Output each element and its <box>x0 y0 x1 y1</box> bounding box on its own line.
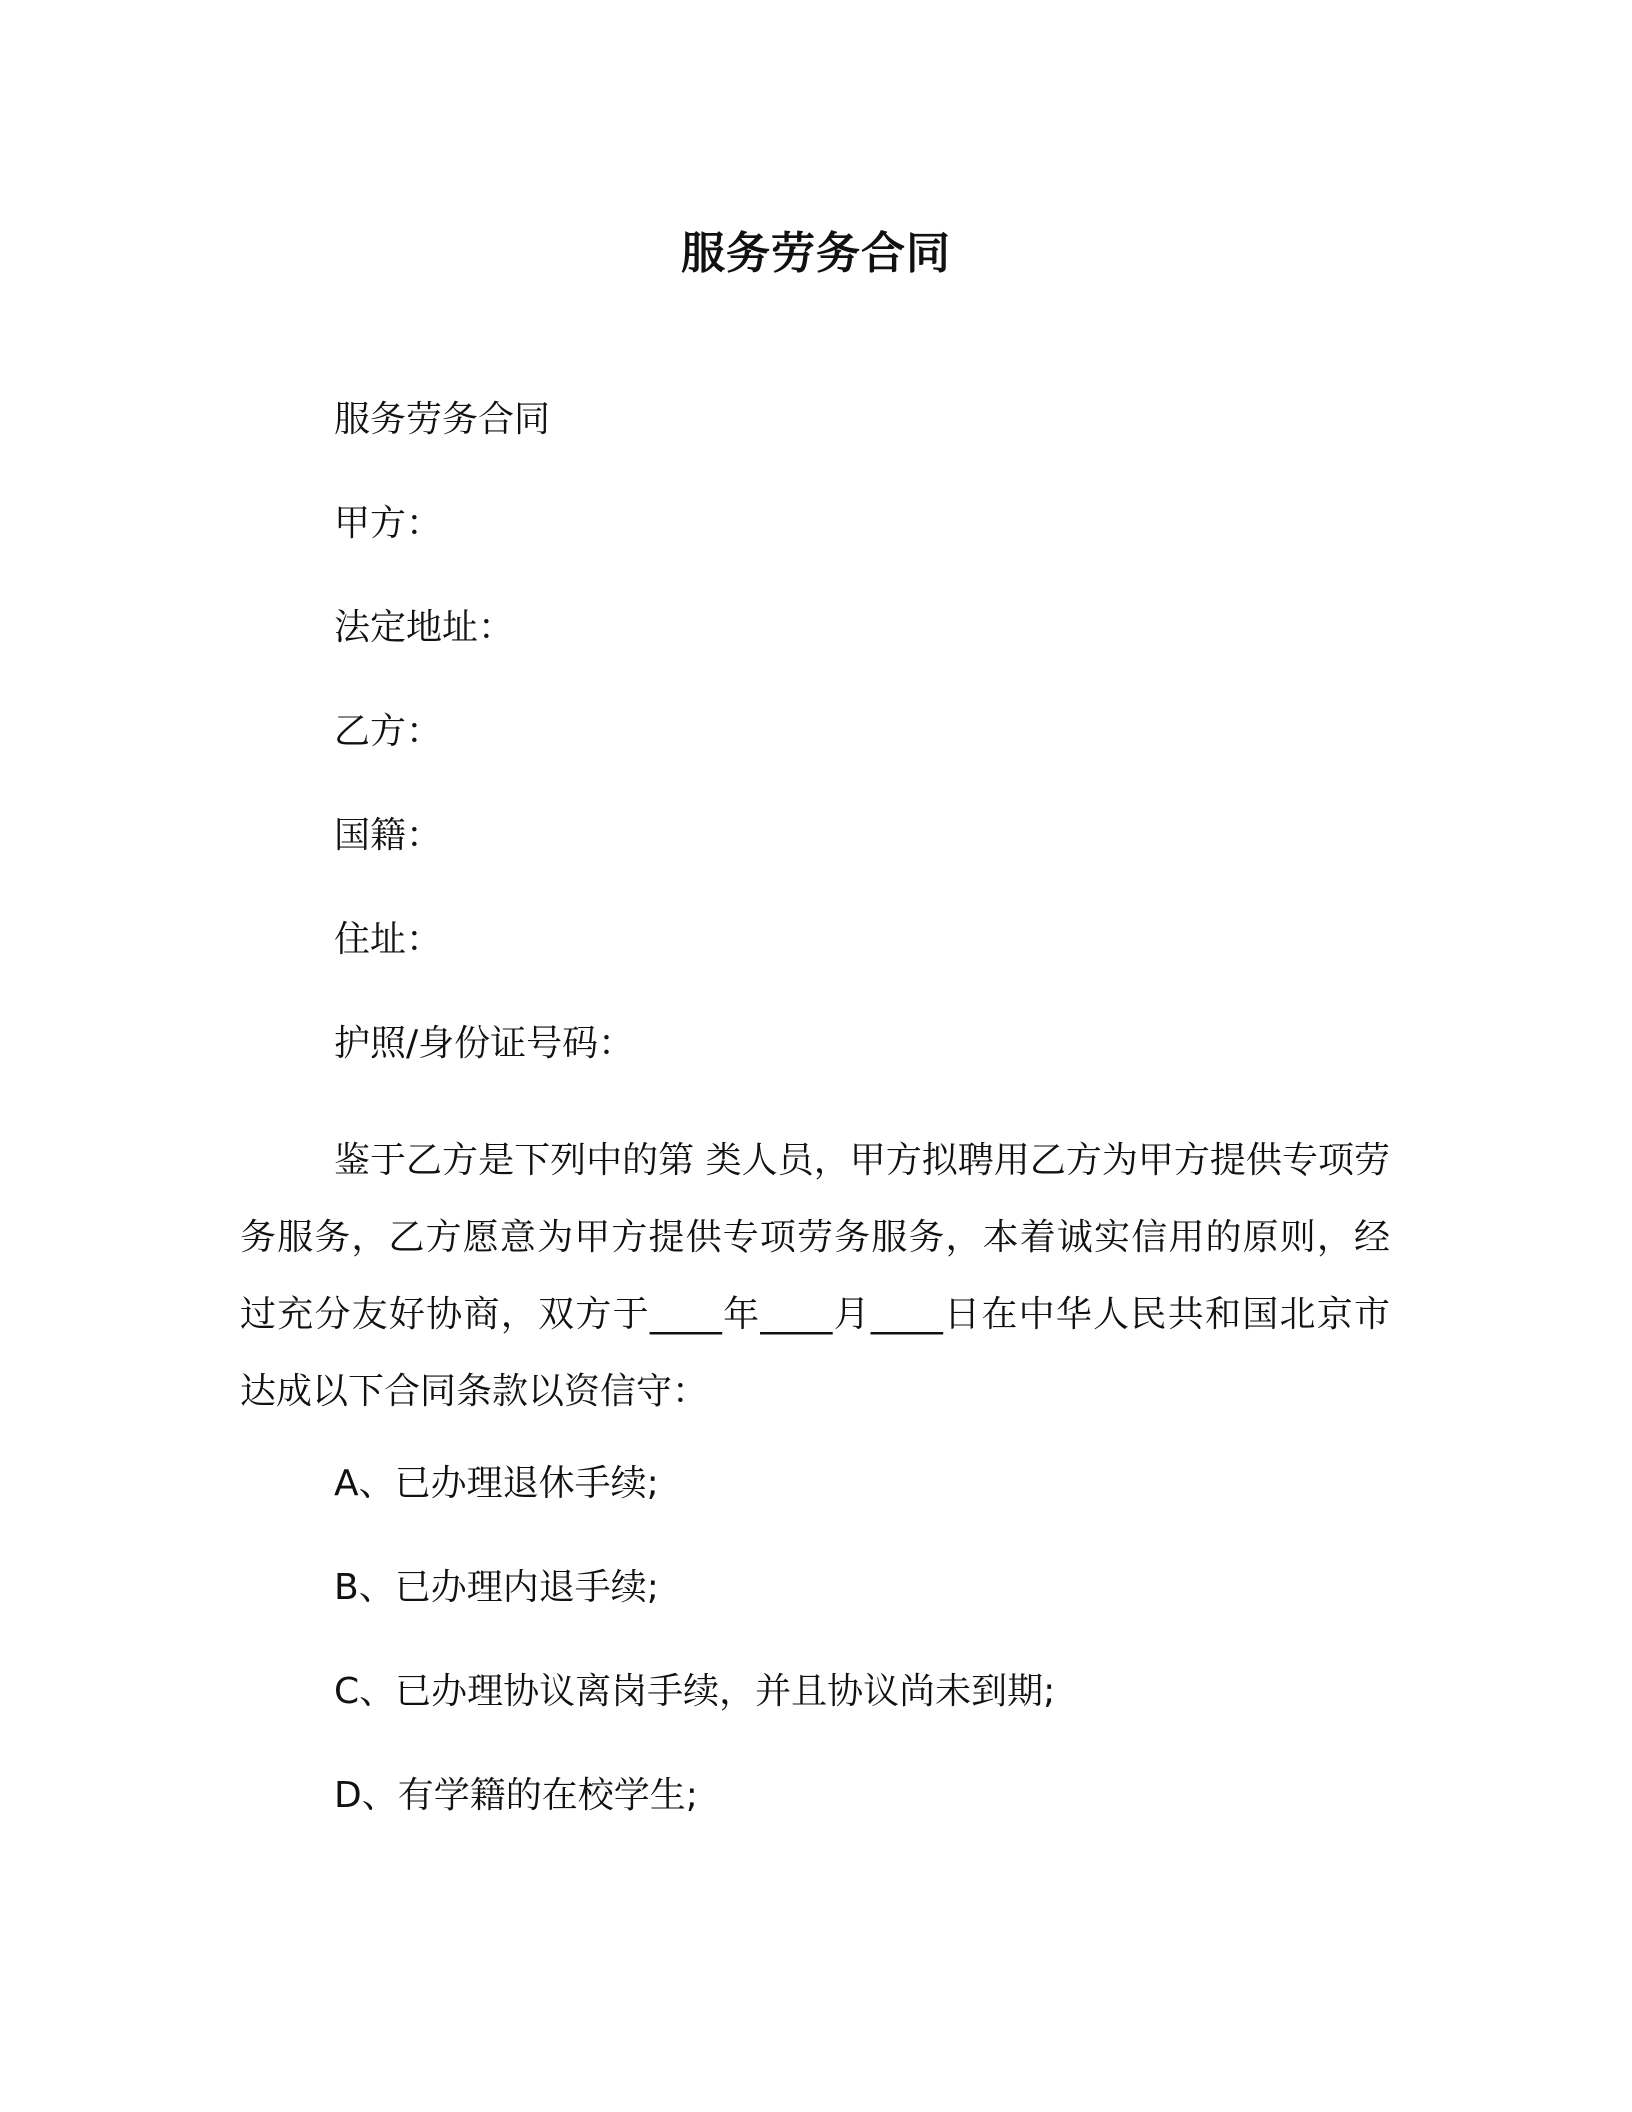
preamble-paragraph: 鉴于乙方是下列中的第 类人员，甲方拟聘用乙方为甲方提供专项劳务服务，乙方愿意为甲方提供专项劳务服务，本着诚实信用的原则，经过充分友好协商，双方于____年____月____日在中华人民共和国北京市达成以下合同条款以资信守： <box>240 1140 1390 1412</box>
option-b: B、已办理内退手续; <box>334 1567 659 1608</box>
field-nationality: 国籍： <box>334 815 443 856</box>
option-d: D、有学籍的在校学生; <box>334 1775 698 1816</box>
field-party-b: 乙方： <box>334 711 443 752</box>
option-a: A、已办理退休手续; <box>334 1463 659 1504</box>
field-legal-address: 法定地址： <box>334 607 515 648</box>
field-address: 住址： <box>334 919 443 960</box>
document-title: 服务劳务合同 <box>681 228 951 279</box>
contract-subtitle: 服务劳务合同 <box>334 399 551 440</box>
field-id-number: 护照/身份证号码： <box>334 1023 635 1064</box>
option-c: C、已办理协议离岗手续，并且协议尚未到期; <box>334 1671 1056 1712</box>
field-party-a: 甲方： <box>334 503 443 544</box>
